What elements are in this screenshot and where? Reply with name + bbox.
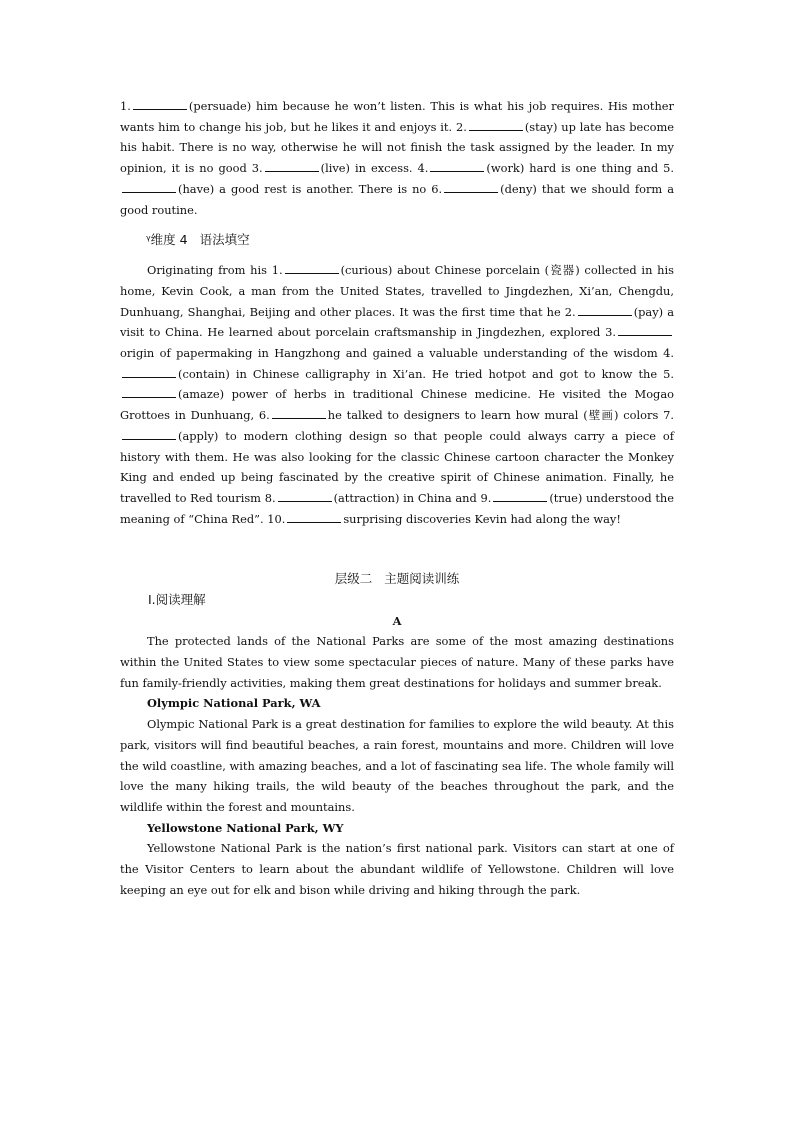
- blank-9[interactable]: [493, 490, 547, 502]
- passage-intro: The protected lands of the National Parks are some of the most amazing destinations within the United States to view some spectacular pieces of nature. Many of these parks have fun family-friendly activities, making them great destinations for holidays and summer break.: [120, 634, 674, 690]
- blank-4[interactable]: [430, 160, 484, 172]
- section-marker-icon: ᵞ: [146, 232, 151, 248]
- blank-1[interactable]: [285, 262, 339, 274]
- exercise-3-paragraph: 1. (persuade) him because he won’t listen. This is what his job requires. His mother wants him to change his job, but he likes it and enjoys it. 2. (stay) up late has become his habit. There is no way, otherwise he will not finish the task assigned by the leader. In my opinion, it is no good 3. (live) in excess. 4. (work) hard is one thing and 5.(have) a good rest is another. There is no 6. (deny) that we should form a good routine.: [120, 99, 674, 217]
- dimension-4-heading: ᵞ维度 4 语法填空: [146, 232, 250, 248]
- blank-8[interactable]: [278, 490, 332, 502]
- blank-6[interactable]: [272, 407, 326, 419]
- blank-3[interactable]: [618, 324, 672, 336]
- grammar-cloze-paragraph: Originating from his 1. (curious) about Chinese porcelain (瓷器) collected in his home, Kevin Cook, a man from the United States, travelled to Jingdezhen, Xi’an, Chengdu, Dunhuang, Shanghai, Beijing and other places. It was the first time that he 2. (pay) a visit to China. He learned about porcelain craftsmanship in Jingdezhen, explored 3.origin of papermaking in Hangzhong and gained a valuable understanding of the wisdom 4.(contain) in Chinese calligraphy in Xi’an. He tried hotpot and got to know the 5.(amaze) power of herbs in traditional Chinese medicine. He visited the Mogao Grottoes in Dunhuang, 6. he talked to designers to learn how mural (壁画) colors 7.(apply) to modern clothing design so that people could always carry a piece of history with them. He was also looking for the classic Chinese cartoon character the Monkey King and ended up being fascinated by the creative spirit of Chinese animation. Finally, he travelled to Red tourism 8. (attraction) in China and 9. (true) understood the meaning of “China Red”. 10. surprising discoveries Kevin had along the way!: [120, 263, 674, 526]
- document-page: [120, 96, 674, 901]
- blank-1[interactable]: [133, 98, 187, 110]
- blank-10[interactable]: [287, 511, 341, 523]
- level-2-heading: 层级二 主题阅读训练: [334, 571, 460, 587]
- blank-7[interactable]: [122, 428, 176, 440]
- park-text-yellowstone: Yellowstone National Park is the nation’s first national park. Visitors can start at one of the Visitor Centers to learn about the abundant wildlife of Yellowstone. Children will love keeping an eye out for elk and bison while driving and hiking through the park.: [120, 841, 674, 897]
- passage-label: A: [392, 614, 402, 629]
- blank-2[interactable]: [469, 119, 523, 131]
- blank-3[interactable]: [265, 160, 319, 172]
- park-text-olympic: Olympic National Park is a great destination for families to explore the wild beauty. At this park, visitors will find beautiful beaches, a rain forest, mountains and more. Children will love the wild coastline, with amazing beaches, and a lot of fascinating sea life. The whole family will love the many hiking trails, the wild beauty of the beaches throughout the park, and the wildlife within the forest and mountains.: [120, 717, 674, 814]
- park-title-olympic: Olympic National Park, WA: [147, 696, 321, 711]
- park-title-yellowstone: Yellowstone National Park, WY: [147, 820, 344, 835]
- blank-6[interactable]: [444, 181, 498, 193]
- blank-4[interactable]: [122, 366, 176, 378]
- blank-2[interactable]: [578, 304, 632, 316]
- blank-5[interactable]: [122, 181, 176, 193]
- blank-5[interactable]: [122, 386, 176, 398]
- reading-comprehension-heading: Ⅰ.阅读理解: [148, 592, 206, 608]
